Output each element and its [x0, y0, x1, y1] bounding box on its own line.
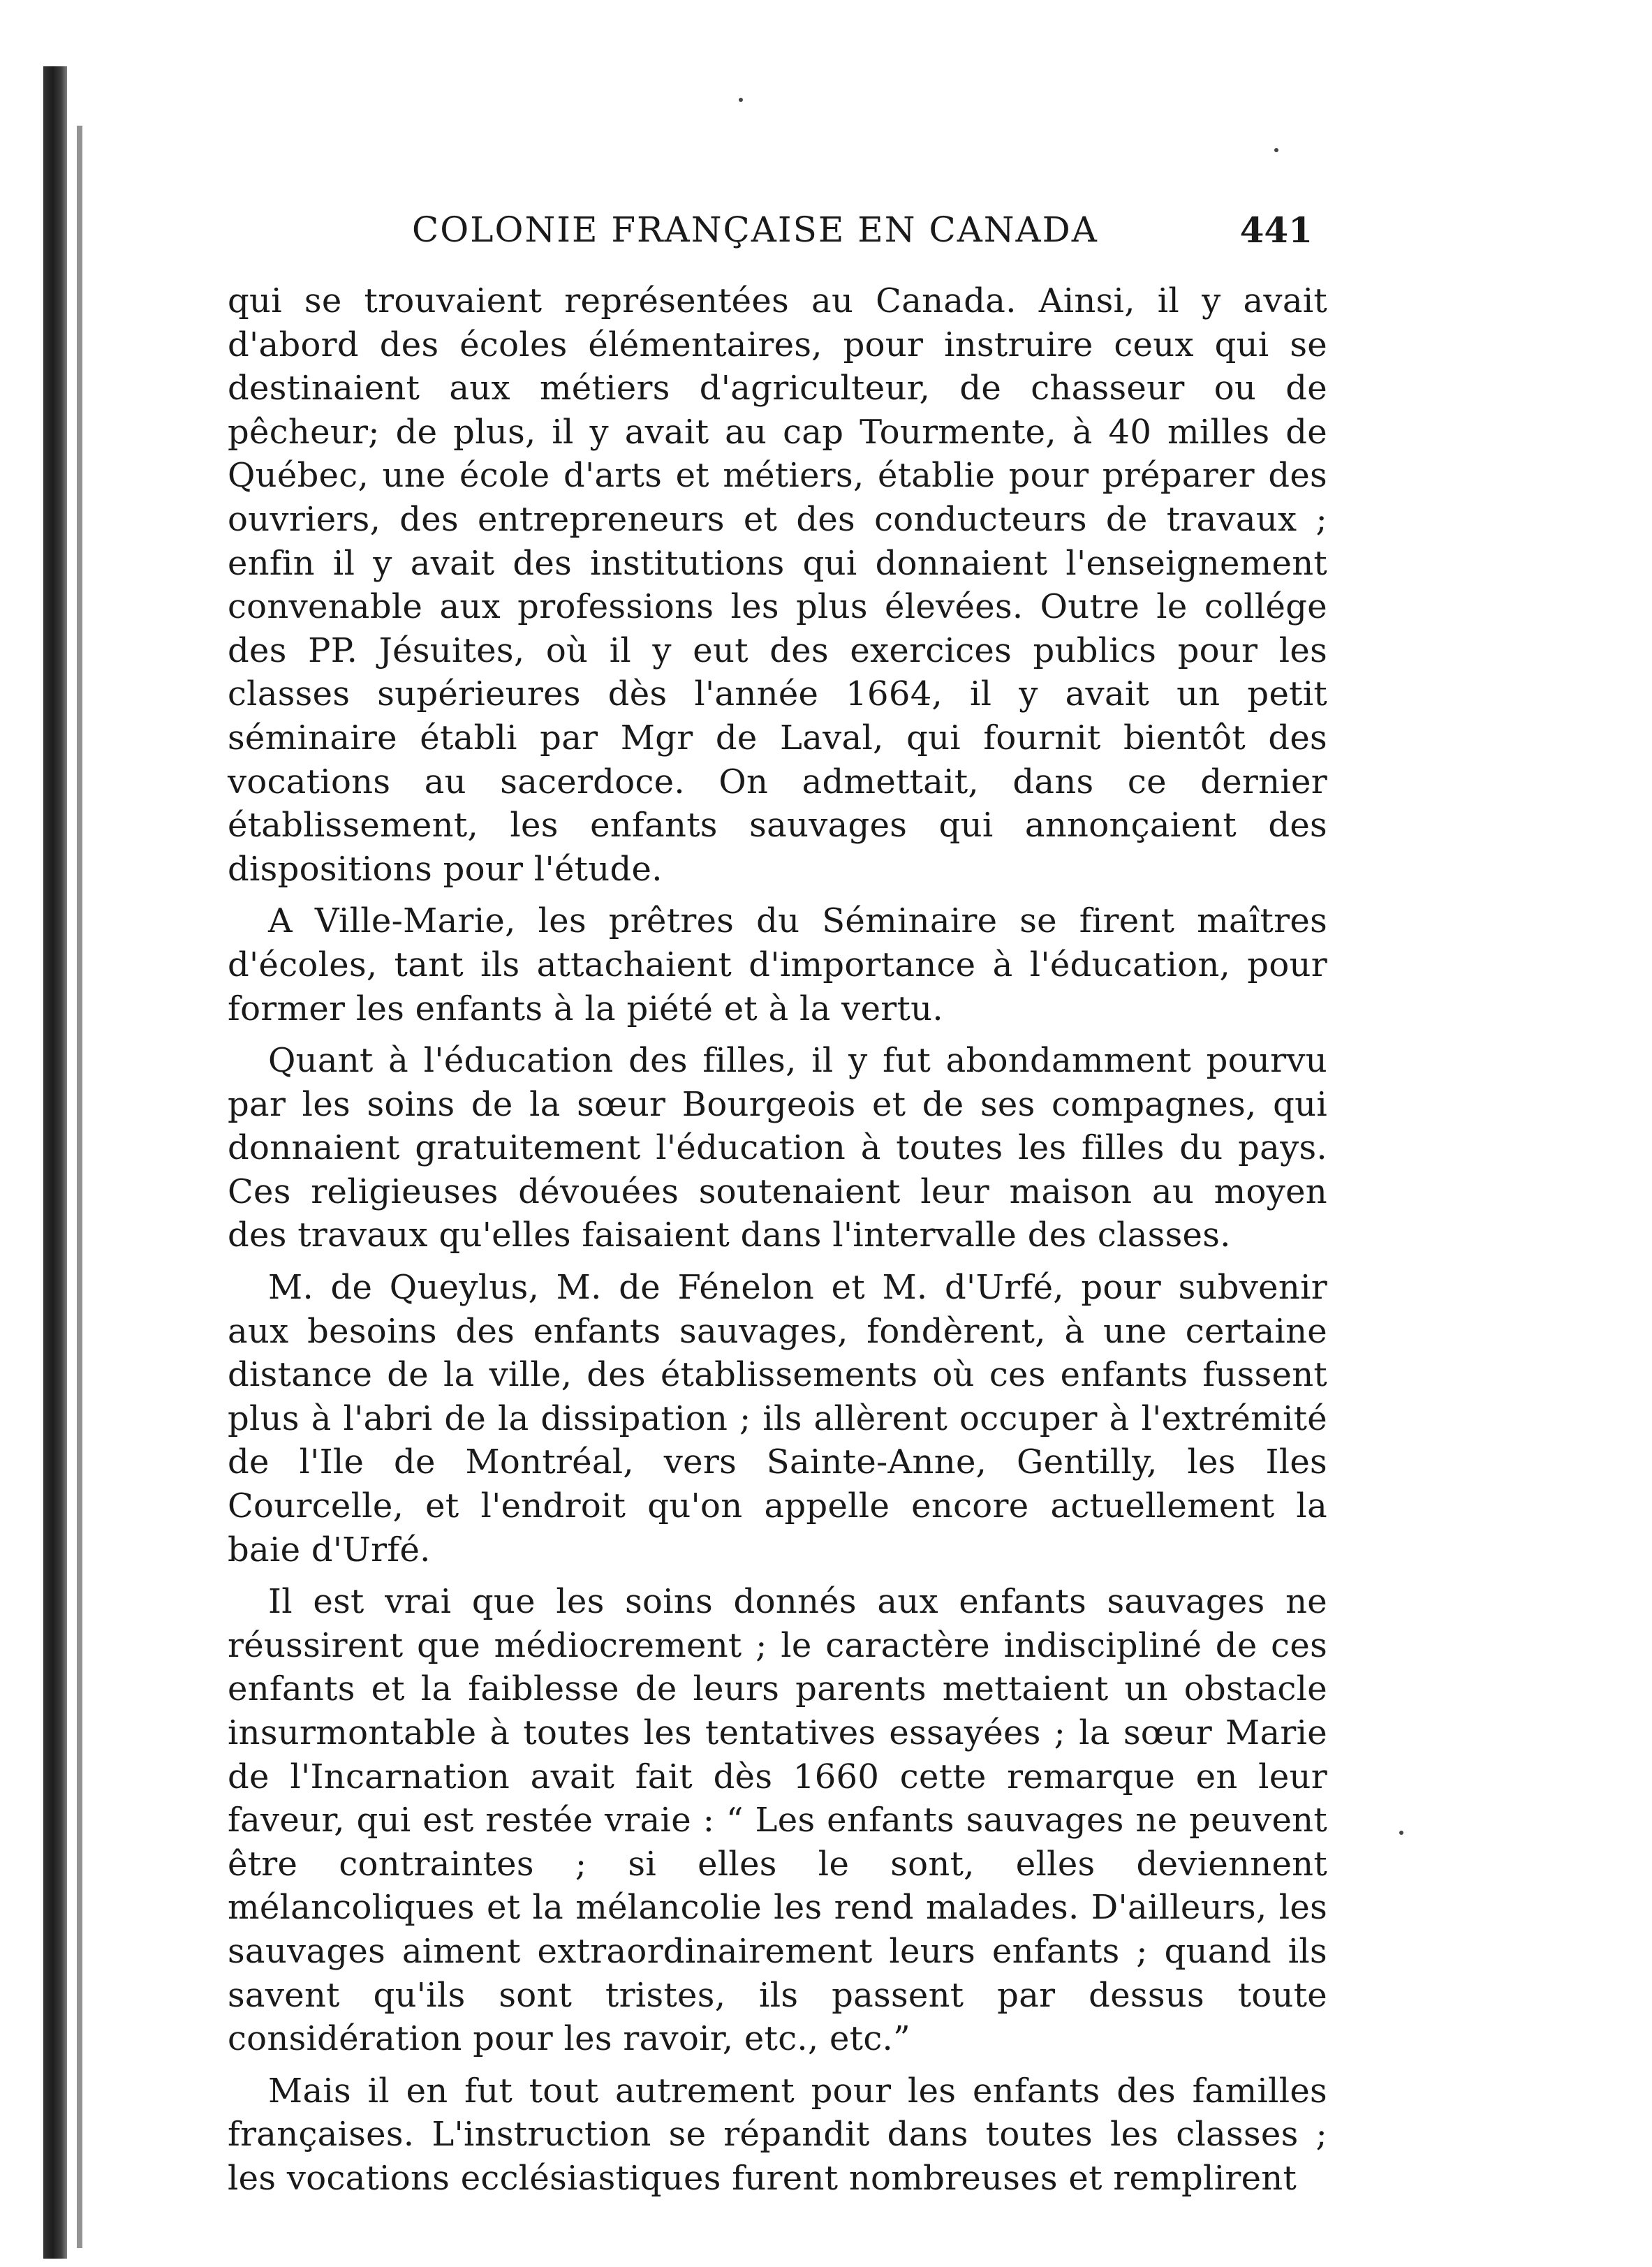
paragraph-continued: qui se trouvaient représentées au Canada. Ainsi, il y avait d'abord des écoles élémentaires, pour instruire ceux qui se destinaient aux métiers d'agriculteur, de chasseur ou de pêcheur; de plus, il y avait au cap Tourmente, à 40 milles de Québec, une école d'arts et métiers, établie pour préparer des ouvriers, des entrepreneurs et des conducteurs de travaux ; enfin il y avait des institutions qui donnaient l'enseignement convenable aux professions les plus élevées. Outre le collége des PP. Jésuites, où il y eut des exercices publics pour les classes supérieures dès l'année 1664, il y avait un petit séminaire établi par Mgr de Laval, qui fournit bientôt des vocations au sacerdoce. On admettait, dans ce dernier établissement, les enfants sauvages qui annonçaient des dispositions pour l'étude. — [228, 281, 1327, 889]
paragraph-queylus: M. de Queylus, M. de Fénelon et M. d'Urfé, pour subvenir aux besoins des enfants sauvages, fondèrent, à une certaine distance de la ville, des établissements où ces enfants fussent plus à l'abri de la dissipation ; ils allèrent occuper à l'extrémité de l'Ile de Montréal, vers Sainte-Anne, Gentilly, les Iles Courcelle, et l'endroit qu'on appelle encore actuellement la baie d'Urfé. — [228, 1268, 1327, 1570]
page-header — [234, 209, 1313, 258]
paragraph-education-filles: Quant à l'éducation des filles, il y fut abondamment pourvu par les soins de la sœur Bourgeois et de ses compagnes, qui donnaient gratuitement l'éducation à toutes les filles du pays. Ces religieuses dévouées soutenaient leur maison au moyen des travaux qu'elles faisaient dans l'intervalle des classes. — [228, 1041, 1327, 1255]
running-title: COLONIE FRANÇAISE EN CANADA — [412, 209, 1098, 250]
page-body — [228, 279, 1327, 2209]
book-binding-edge — [43, 66, 67, 2259]
paragraph-ville-marie: A Ville-Marie, les prêtres du Séminaire se firent maîtres d'écoles, tant ils attachaient d'importance à l'éducation, pour former les enfants à la piété et à la vertu. — [228, 901, 1327, 1028]
paragraph-enfants-sauvages: Il est vrai que les soins donnés aux enfants sauvages ne réussirent que médiocrement ; le caractère indiscipliné de ces enfants et la faiblesse de leurs parents mettaient un obstacle insurmontable à toutes les tentatives essayées ; la sœur Marie de l'Incarnation avait fait dès 1660 cette remarque en leur faveur, qui est restée vraie : “ Les enfants sauvages ne peuvent être contraintes ; si elles le sont, elles deviennent mélancoliques et la mélancolie les rend malades. D'ailleurs, les sauvages aiment extraordinairement leurs enfants ; quand ils savent qu'ils sont tristes, ils passent par dessus toute considération pour les ravoir, etc., etc.” — [228, 1582, 1327, 2059]
scan-speck — [1399, 1831, 1403, 1835]
scan-speck — [1274, 148, 1278, 152]
paragraph-familles-francaises: Mais il en fut tout autrement pour les enfants des familles françaises. L'instruction se répandit dans toutes les classes ; les vocations ecclésiastiques furent nombreuses et remplirent — [228, 2071, 1327, 2198]
binding-shadow — [77, 126, 82, 2248]
scan-speck — [739, 98, 743, 102]
page-number: 441 — [1239, 209, 1313, 251]
